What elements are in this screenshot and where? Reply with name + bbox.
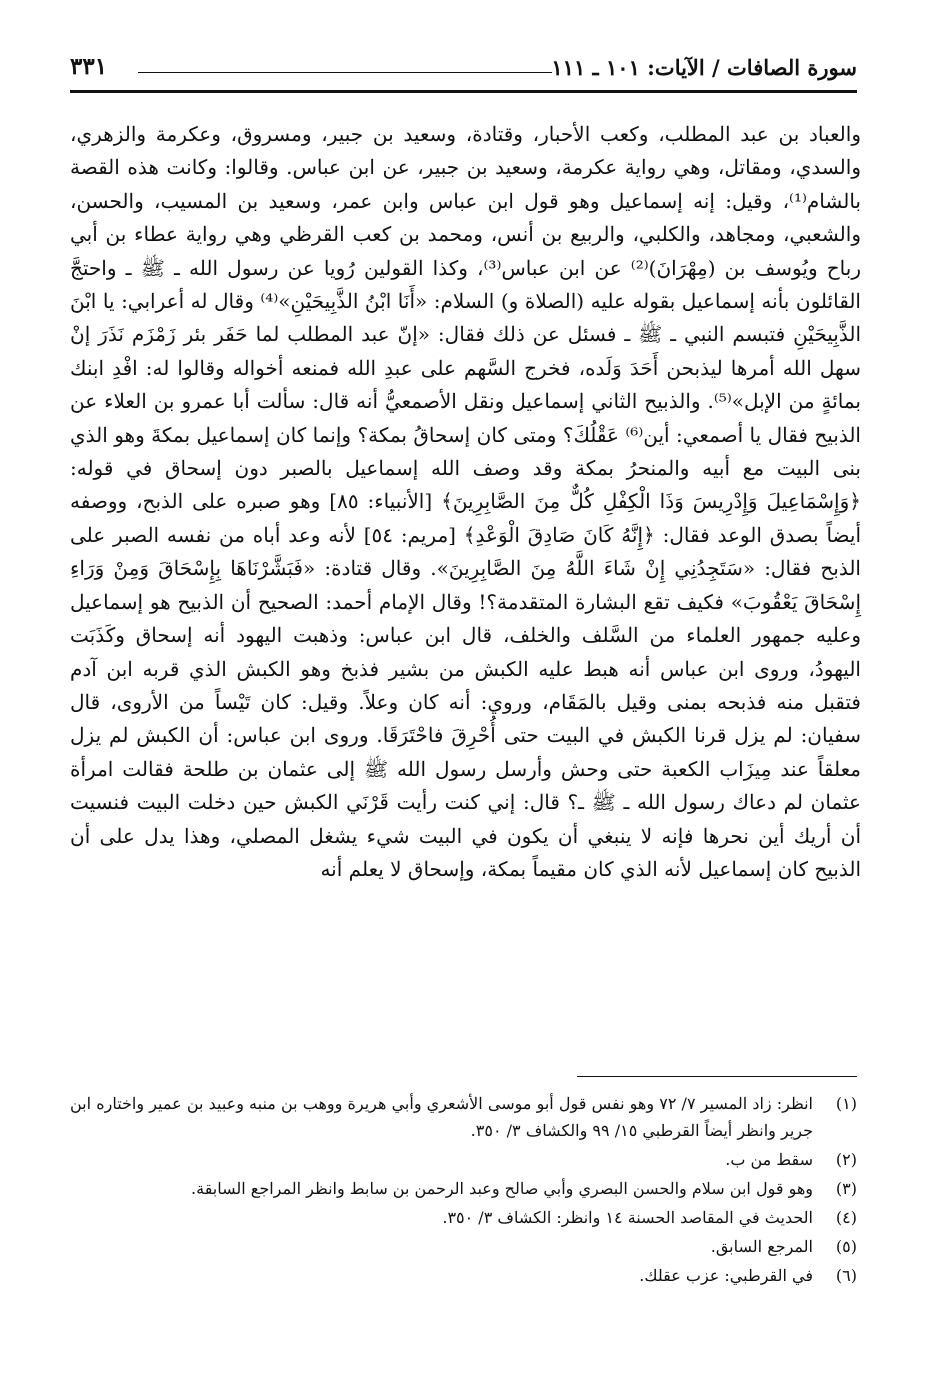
- footnote-text: انظر: زاد المسير ٧/ ٧٢ وهو نفس قول أبو موسى الأشعري وأبي هريرة ووهب بن منبه وعبيد بن عمير واختاره ابن جرير وانظر أيضاً القرطبي ١٥/ ٩٩ والكشاف ٣/ ٣٥٠.: [70, 1094, 814, 1140]
- footnote-number: (٢): [835, 1150, 857, 1169]
- header-leader-line: [138, 72, 552, 73]
- running-title: سورة الصافات / الآيات: ١٠١ ـ ١١١: [551, 55, 857, 80]
- footnote-item: [70, 1204, 857, 1231]
- body-paragraph: والعباد بن عبد المطلب، وكعب الأحبار، وقتادة، وسعيد بن جبير، ومسروق، وعكرمة والزهري، والسدي، ومقاتل، وهي رواية عكرمة، وسعيد بن جبير، عن ابن عباس. وقالوا: وكانت هذه القصة بالشام⁽¹⁾، وقيل: إنه إسماعيل وهو قول ابن عباس وابن عمر، وسعيد بن المسيب، والحسن، والشعبي، ومجاهد، والكلبي، والربيع بن أنس، ومحمد بن كعب القرظي وهي رواية عطاء بن أبي رباح ويُوسف بن (مِهْرَانَ)⁽²⁾ عن ابن عباس⁽³⁾، وكذا القولين رُويا عن رسول الله ـ ﷺ ـ واحتجَّ القائلون بأنه إسماعيل بقوله عليه (الصلاة و) السلام: «أَنَا ابْنُ الذَّبِيحَيْنِ»⁽⁴⁾ وقال له أعرابي: يا ابْنَ الذَّبِيحَيْنِ فتبسم النبي ـ ﷺ ـ فسئل عن ذلك فقال: «إنّ عبد المطلب لما حَفَر بئر زَمْزَم نَذَرَ إنْ سهل الله أمرها ليذبحن أَحَدَ وَلَده، فخرج السَّهم على عبدِ الله فمنعه أخواله وقالوا له: افْدِ ابنك بمائةٍ من الإبل»⁽⁵⁾. والذبيح الثاني إسماعيل ونقل الأصمعيُّ أنه قال: سألت أبا عمرو بن العلاء عن الذبيح فقال يا أصمعي: أين⁽⁶⁾ عَقْلُكَ؟ ومتى كان إسحاقُ بمكة؟ وإنما كان إسماعيل بمكةَ وهو الذي بنى البيت مع أبيه والمنحرُ بمكة وقد وصف الله إسماعيل بالصبر دون إسحاق في قوله: ﴿وَإِسْمَاعِيلَ وَإِدْرِيسَ وَذَا الْكِفْلِ كُلٌّ مِنَ الصَّابِرِينَ﴾ [الأنبياء: ٨٥] وهو صبره على الذبح، ووصفه أيضاً بصدق الوعد فقال: ﴿إِنَّهُ كَانَ صَادِقَ الْوَعْدِ﴾ [مريم: ٥٤] لأنه وعد أباه من نفسه الصبر على الذبح فقال: «سَتَجِدُنِي إِنْ شَاءَ اللَّهُ مِنَ الصَّابِرِينَ». وقال قتادة: «فَبَشَّرْنَاهَا بِإِسْحَاقَ وَمِنْ وَرَاءِ إِسْحَاقَ يَعْقُوبَ» فكيف تقع البشارة المتقدمة؟! وقال الإمام أحمد: الصحيح أن الذبيح هو إسماعيل وعليه جمهور العلماء من السَّلف والخلف، قال ابن عباس: وذهبت اليهود أنه إسحاق وكَذَبَت اليهودُ، وروى ابن عباس أنه هبط عليه الكبش من بشير فذبخ وهو الكبش الذي قربه ابن آدم فتقبل منه فذبحه بمنى وقيل بالمَقَام، وروي: أنه كان وعلاً. وقيل: كان تَيْساً من الأروى، قال سفيان: لم يزل قرنا الكبش في البيت حتى أُحْرِقَ فاحْتَرَقَا. وروى ابن عباس: أن الكبش لم يزل معلقاً عند مِيزَاب الكعبة حتى وحش وأرسل رسول الله ﷺ إلى عثمان بن طلحة فقالت امرأة عثمان لم دعاك رسول الله ـ ﷺ ـ؟ قال: إني كنت رأيت قَرْنَي الكبش حين دخلت البيت فنسيت أن أريك أين نحرها فإنه لا ينبغي أن يكون في البيت شيء يشغل المصلي، وهذا يدل على أن الذبيح كان إسماعيل لأنه الذي كان مقيماً بمكة، وإسحاق لا يعلم أنه: [70, 122, 861, 881]
- page-number: ٣٣١: [70, 53, 108, 80]
- footnote-number: (٥): [835, 1237, 857, 1256]
- footnote-item: [70, 1175, 857, 1202]
- header-rule: [70, 90, 857, 93]
- footnote-text: في القرطبي: عزب عقلك.: [639, 1266, 813, 1285]
- footnote-number: (٣): [835, 1179, 857, 1198]
- page-header: [70, 48, 857, 88]
- footnote-number: (٤): [835, 1208, 857, 1227]
- footnote-item: [70, 1262, 857, 1289]
- footnote-number: (١): [835, 1094, 857, 1113]
- main-text: [70, 118, 861, 886]
- footnote-text: الحديث في المقاصد الحسنة ١٤ وانظر: الكشاف ٣/ ٣٥٠.: [442, 1208, 813, 1227]
- footnote-separator: [577, 1076, 857, 1077]
- footnote-text: وهو قول ابن سلام والحسن البصري وأبي صالح وعبد الرحمن بن سابط وانظر المراجع السابقة.: [191, 1179, 813, 1198]
- footnote-item: [70, 1233, 857, 1260]
- footnote-item: [70, 1090, 857, 1144]
- footnote-number: (٦): [835, 1266, 857, 1285]
- footnote-text: المرجع السابق.: [710, 1237, 813, 1256]
- footnote-text: سقط من ب.: [725, 1150, 813, 1169]
- footnotes: [70, 1090, 857, 1291]
- footnote-item: [70, 1146, 857, 1173]
